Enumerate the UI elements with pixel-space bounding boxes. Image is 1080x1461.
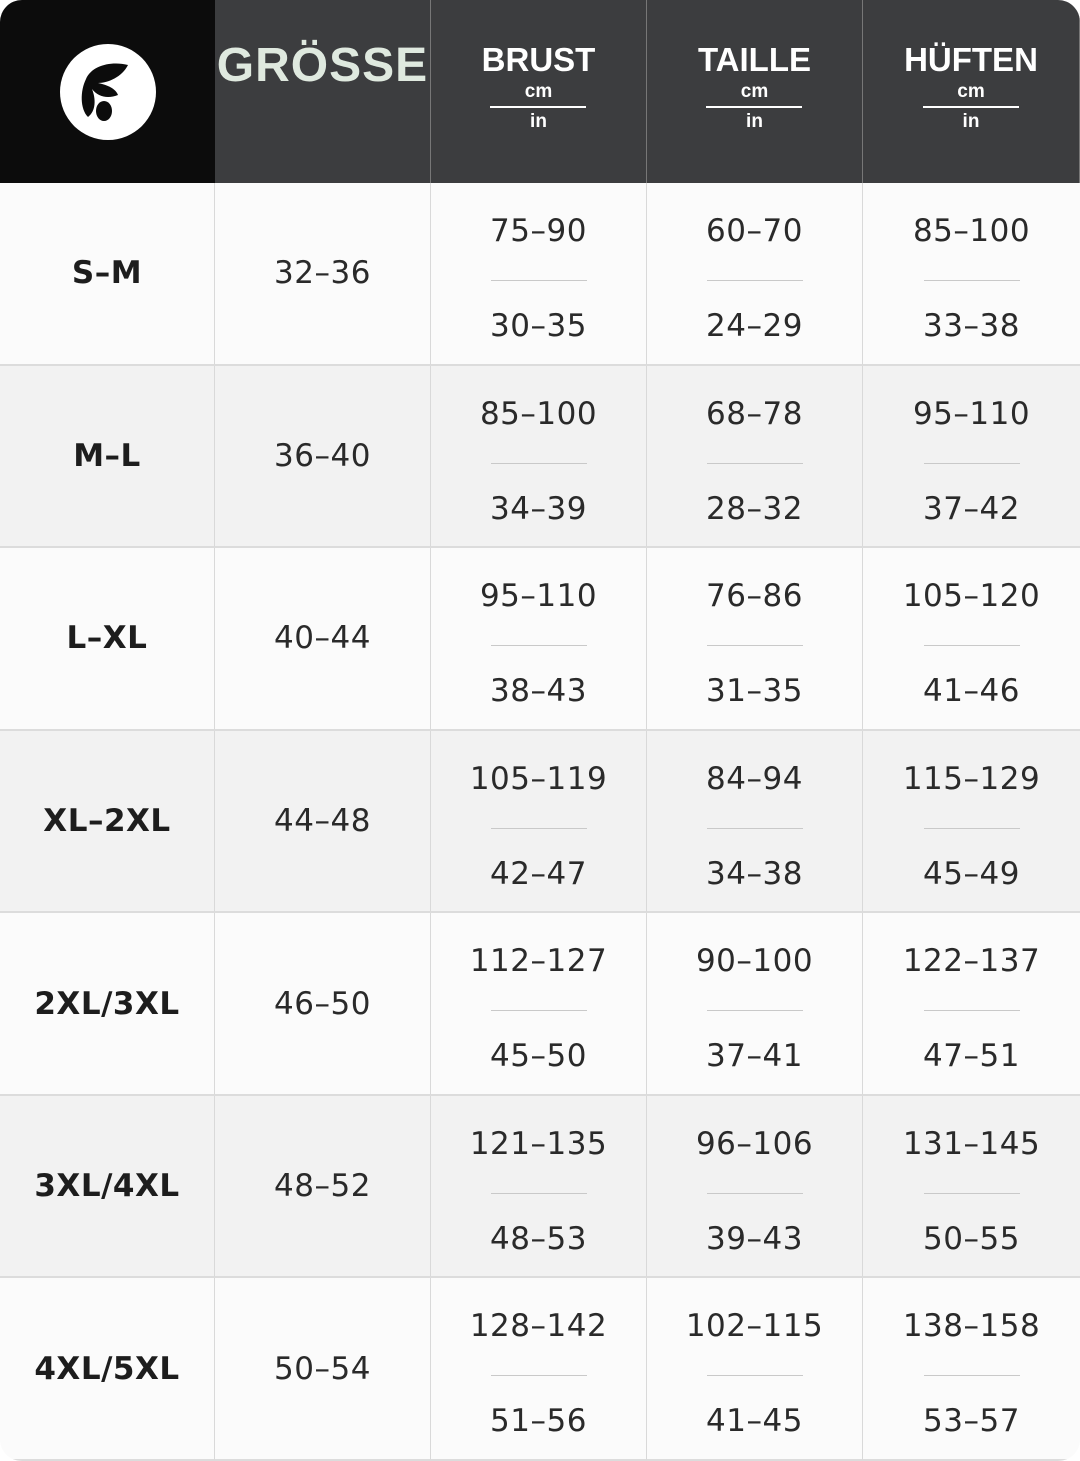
brand-logo-icon <box>60 44 156 140</box>
unit-divider <box>923 106 1019 108</box>
chest-title: BRUST <box>481 40 596 78</box>
value-divider <box>924 828 1020 829</box>
value-divider <box>491 280 587 281</box>
waist-cm: 90–100 <box>695 943 814 980</box>
hips-title: HÜFTEN <box>904 40 1038 78</box>
chest-cm: 121–135 <box>469 1125 608 1162</box>
value-divider <box>707 828 803 829</box>
value-divider <box>924 1193 1020 1194</box>
value-divider <box>924 1375 1020 1376</box>
value-divider <box>924 645 1020 646</box>
waist-cm: 96–106 <box>695 1125 814 1162</box>
waist-unit-in: in <box>746 110 763 132</box>
chest-cm: 75–90 <box>490 213 587 249</box>
chest-in: 34–39 <box>490 490 587 527</box>
eu-size: 46–50 <box>274 985 371 1022</box>
chest-cm: 105–119 <box>469 760 608 797</box>
value-divider <box>707 1375 803 1376</box>
size-label: 4XL/5XL <box>34 1350 180 1387</box>
waist-in: 39–43 <box>706 1220 803 1257</box>
chest-in: 45–50 <box>490 1038 587 1075</box>
chest-in: 38–43 <box>490 673 587 710</box>
value-divider <box>707 280 803 281</box>
value-divider <box>707 463 803 464</box>
waist-in: 31–35 <box>706 673 803 710</box>
value-divider <box>924 463 1020 464</box>
waist-title: TAILLE <box>697 40 812 78</box>
hips-unit-cm: cm <box>957 80 985 102</box>
hips-unit-in: in <box>962 110 980 132</box>
eu-size: 32–36 <box>274 255 371 292</box>
value-divider <box>924 280 1020 281</box>
unit-divider <box>490 106 586 108</box>
hips-in: 50–55 <box>923 1220 1020 1257</box>
hips-cm: 95–110 <box>912 395 1031 432</box>
waist-unit-cm: cm <box>740 80 769 102</box>
hips-cm: 115–129 <box>902 760 1041 797</box>
hips-column-header <box>863 0 1080 183</box>
chest-cm: 112–127 <box>469 943 608 980</box>
size-label: 3XL/4XL <box>34 1168 180 1205</box>
hips-in: 37–42 <box>923 490 1020 527</box>
hips-in: 45–49 <box>923 855 1020 892</box>
hips-in: 47–51 <box>923 1038 1020 1075</box>
chest-in: 51–56 <box>490 1403 587 1440</box>
size-title: GRÖSSE <box>216 39 429 92</box>
hips-in: 33–38 <box>923 308 1020 344</box>
eu-size: 44–48 <box>274 802 371 839</box>
waist-cm: 84–94 <box>706 760 803 797</box>
chest-unit-in: in <box>530 110 547 132</box>
value-divider <box>491 1375 587 1376</box>
value-divider <box>491 645 587 646</box>
waist-in: 24–29 <box>706 308 803 344</box>
size-label: S–M <box>71 255 143 292</box>
eu-size: 50–54 <box>274 1350 371 1387</box>
chest-unit-cm: cm <box>524 80 553 102</box>
size-label: M–L <box>73 437 141 474</box>
waist-cm: 60–70 <box>706 213 803 249</box>
chest-in: 42–47 <box>490 855 587 892</box>
chest-cm: 128–142 <box>469 1308 608 1345</box>
eu-size: 48–52 <box>274 1168 371 1205</box>
waist-cm: 102–115 <box>685 1308 824 1345</box>
hips-cm: 122–137 <box>902 943 1041 980</box>
waist-in: 41–45 <box>706 1403 803 1440</box>
value-divider <box>924 1010 1020 1011</box>
size-label: L–XL <box>66 620 148 657</box>
unit-divider <box>706 106 802 108</box>
hips-cm: 105–120 <box>902 578 1041 615</box>
hips-cm: 131–145 <box>902 1125 1041 1162</box>
eu-size: 36–40 <box>274 437 371 474</box>
value-divider <box>491 1193 587 1194</box>
waist-cm: 76–86 <box>706 578 803 615</box>
waist-in: 34–38 <box>706 855 803 892</box>
waist-in: 37–41 <box>706 1038 803 1075</box>
value-divider <box>491 828 587 829</box>
chest-cm: 85–100 <box>479 395 598 432</box>
chest-column-header <box>431 0 647 183</box>
value-divider <box>491 1010 587 1011</box>
value-divider <box>707 1193 803 1194</box>
waist-column-header <box>647 0 863 183</box>
chest-in: 30–35 <box>490 308 587 344</box>
value-divider <box>491 463 587 464</box>
waist-cm: 68–78 <box>706 395 803 432</box>
logo-cell <box>0 0 215 183</box>
chest-in: 48–53 <box>490 1220 587 1257</box>
value-divider <box>707 1010 803 1011</box>
chest-cm: 95–110 <box>479 578 598 615</box>
size-column-header <box>215 0 431 183</box>
eu-size: 40–44 <box>274 620 371 657</box>
hips-in: 41–46 <box>923 673 1020 710</box>
value-divider <box>707 645 803 646</box>
waist-in: 28–32 <box>706 490 803 527</box>
hips-in: 53–57 <box>923 1403 1020 1440</box>
hips-cm: 85–100 <box>912 213 1031 249</box>
size-label: XL–2XL <box>43 802 171 839</box>
hips-cm: 138–158 <box>902 1308 1041 1345</box>
size-label: 2XL/3XL <box>34 985 180 1022</box>
